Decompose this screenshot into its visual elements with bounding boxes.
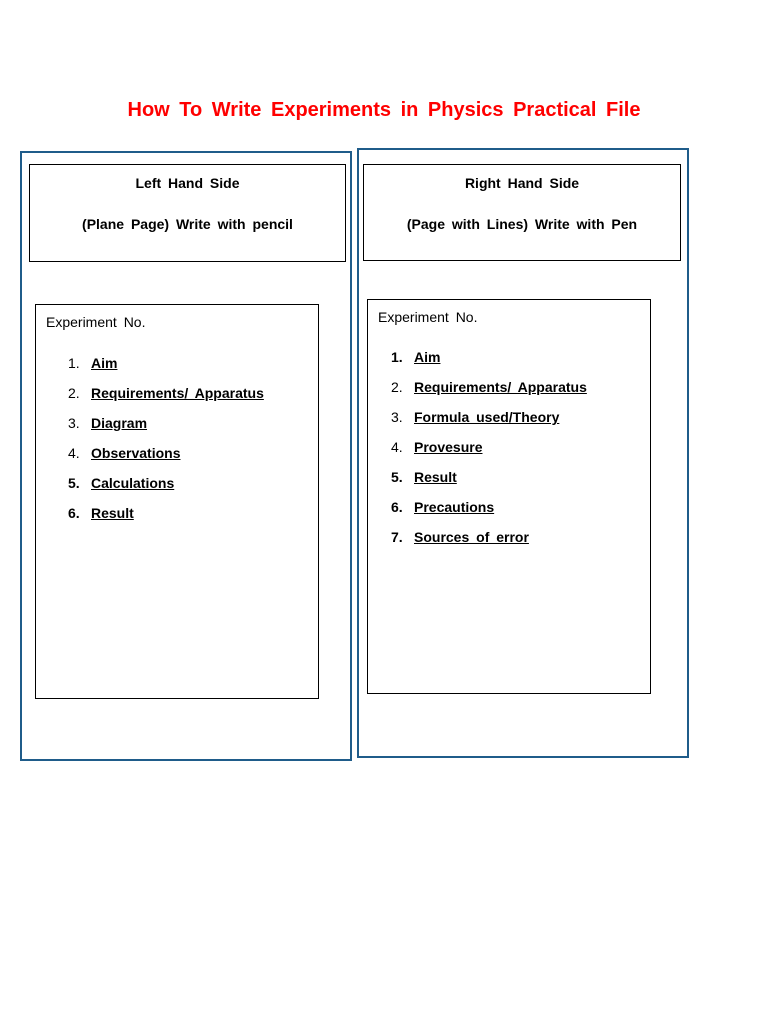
- item-text: Aim: [91, 355, 118, 371]
- right-experiment-box: [367, 299, 651, 694]
- list-item: [391, 529, 587, 559]
- list-item: [391, 499, 587, 529]
- item-text: Sources of error: [414, 529, 529, 545]
- item-number: 3.: [68, 415, 80, 431]
- item-number: 5.: [68, 475, 80, 491]
- list-item: [68, 475, 264, 505]
- left-experiment-label: Experiment No.: [46, 314, 146, 330]
- right-heading-box: [363, 164, 681, 261]
- list-item: [68, 445, 264, 475]
- item-text: Result: [91, 505, 134, 521]
- right-item-list: [391, 349, 587, 559]
- list-item: [68, 355, 264, 385]
- page-title: How To Write Experiments in Physics Practical File: [127, 99, 641, 121]
- item-number: 7.: [391, 529, 403, 545]
- item-text: Aim: [414, 349, 441, 365]
- item-text: Result: [414, 469, 457, 485]
- left-subheading: (Plane Page) Write with pencil: [82, 216, 293, 232]
- list-item: [68, 415, 264, 445]
- left-hand-side-panel: [20, 151, 352, 761]
- list-item: [68, 385, 264, 415]
- left-item-list: [68, 355, 264, 535]
- item-number: 1.: [68, 355, 80, 371]
- item-number: 2.: [68, 385, 80, 401]
- right-subheading: (Page with Lines) Write with Pen: [406, 216, 638, 232]
- list-item: [68, 505, 264, 535]
- item-text: Requirements/ Apparatus: [414, 379, 587, 395]
- item-number: 3.: [391, 409, 403, 425]
- right-heading: Right Hand Side: [464, 175, 580, 191]
- item-text: Formula used/Theory: [414, 409, 560, 425]
- item-text: Precautions: [414, 499, 495, 515]
- item-text: Diagram: [91, 415, 148, 431]
- list-item: [391, 349, 587, 379]
- left-heading-box: [29, 164, 346, 262]
- item-number: 2.: [391, 379, 403, 395]
- item-text: Calculations: [91, 475, 175, 491]
- item-number: 6.: [68, 505, 80, 521]
- right-experiment-label: Experiment No.: [378, 309, 478, 325]
- item-number: 5.: [391, 469, 403, 485]
- item-number: 4.: [391, 439, 403, 455]
- item-text: Observations: [91, 445, 181, 461]
- item-number: 1.: [391, 349, 403, 365]
- left-experiment-box: [35, 304, 319, 699]
- item-number: 6.: [391, 499, 403, 515]
- item-number: 4.: [68, 445, 80, 461]
- right-hand-side-panel: [357, 148, 689, 758]
- left-heading: Left Hand Side: [135, 175, 240, 191]
- list-item: [391, 439, 587, 469]
- item-text: Provesure: [414, 439, 483, 455]
- item-text: Requirements/ Apparatus: [91, 385, 264, 401]
- list-item: [391, 469, 587, 499]
- list-item: [391, 409, 587, 439]
- list-item: [391, 379, 587, 409]
